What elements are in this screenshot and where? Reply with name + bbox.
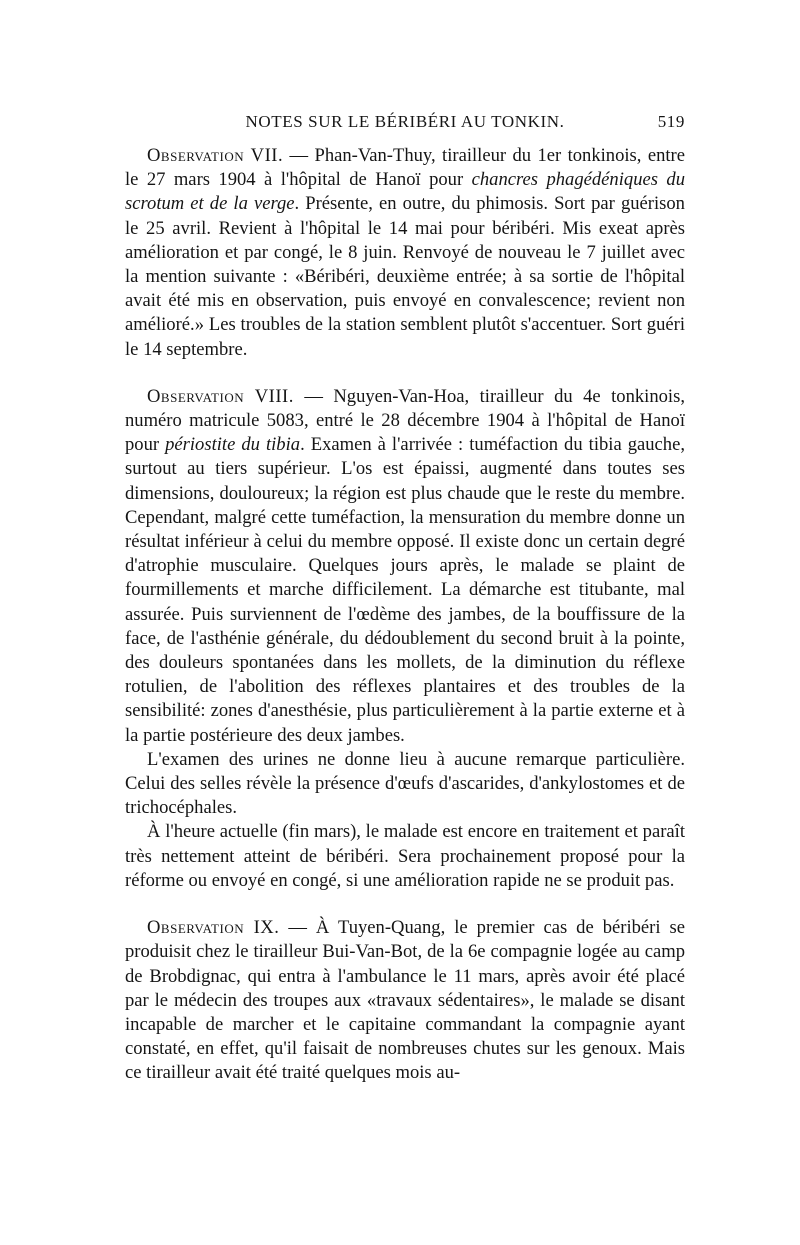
observation-8-paragraph bbox=[125, 385, 685, 748]
page-number: 519 bbox=[657, 112, 685, 131]
observation-9-text-1: — À Tuyen-Quang, le premier cas de béribéri se produisit chez le tirailleur Bui-Van-Bot, de la 6e compagnie logée au camp de Brobdignac, qui entra à l'ambulance le 11 mars, après avoir été placé par le médecin des troupes aux «travaux sédentaires», le malade se disant incapable de marcher et le capitaine commandant la compagnie ayant constaté, en effet, qu'il faisait de nombreuses chutes sur les genoux. Mais ce tirailleur avait été traité quelques mois au- bbox=[125, 917, 685, 1084]
observation-8-urine-paragraph: L'examen des urines ne donne lieu à aucune remarque particulière. Celui des selles révèle la présence d'œufs d'ascarides, d'ankylostomes et de trichocéphales. bbox=[125, 748, 685, 819]
page-header bbox=[125, 112, 685, 138]
observation-8-label: Observation VIII. bbox=[147, 385, 294, 407]
document-page bbox=[125, 112, 685, 1086]
observation-7-text-1: — Phan-Van-Thuy, tirailleur du 1er tonkinois, entre le 27 mars 1904 à l'hôpital de Hanoï pour bbox=[125, 145, 685, 191]
running-title: NOTES SUR LE BÉRIBÉRI AU TONKIN. bbox=[245, 112, 565, 131]
observation-7-diagnosis: chancres phagédéniques du scrotum et de la verge bbox=[125, 169, 685, 215]
observation-8-diagnosis: périostite du tibia bbox=[165, 434, 301, 456]
observation-9-label: Observation IX. bbox=[147, 917, 280, 939]
observation-8-text-1: — Nguyen-Van-Hoa, tirailleur du 4e tonkinois, numéro matricule 5083, entré le 28 décembre 1904 à l'hôpital de Hanoï pour bbox=[125, 385, 685, 456]
observation-7-label: Observation VII. bbox=[147, 145, 284, 166]
observation-7-text-2: . Présente, en outre, du phimosis. Sort par guérison le 25 avril. Revient à l'hôpital le 14 mai pour béribéri. Mis exeat après amélioration et par congé, le 8 juin. Renvoyé de nouveau le 7 juillet avec la mention suivante : «Béribéri, deuxième entrée; à sa sortie de l'hôpital avait été mis en observation, puis envoyé en convalescence; revient non amélioré.» Les troubles de la station semblent plutôt s'accentuer. Sort guéri le 14 septembre. bbox=[125, 193, 685, 360]
observation-8-text-2: . Examen à l'arrivée : tuméfaction du tibia gauche, surtout au tiers supérieur. L'os est épaissi, augmenté dans toutes ses dimensions, douloureux; la région est plus chaude que le reste du membre. Cependant, malgré cette tuméfaction, la mensuration du membre donne un résultat inférieur à celui du membre opposé. Il existe donc un certain degré d'atrophie musculaire. Quelques jours après, le malade se plaint de fourmillements et marche difficilement. La démarche est titubante, mal assurée. Puis surviennent de l'œdème des jambes, de la bouffissure de la face, de l'asthénie générale, du dédoublement du second bruit à la pointe, des douleurs spontanées dans les mollets, de la diminution du réflexe rotulien, de l'abolition des réflexes plantaires et des troubles de la sensibilité: zones d'anesthésie, plus particulièrement à la partie externe et à la partie postérieure des deux jambes. bbox=[125, 434, 686, 746]
observation-9-paragraph bbox=[125, 916, 685, 1085]
observation-8-status-paragraph: À l'heure actuelle (fin mars), le malade est encore en traitement et paraît très nettement atteint de béribéri. Sera prochainement proposé pour la réforme ou envoyé en congé, si une amélioration rapide ne se produit pas. bbox=[125, 821, 685, 891]
observation-7-paragraph bbox=[125, 144, 685, 362]
